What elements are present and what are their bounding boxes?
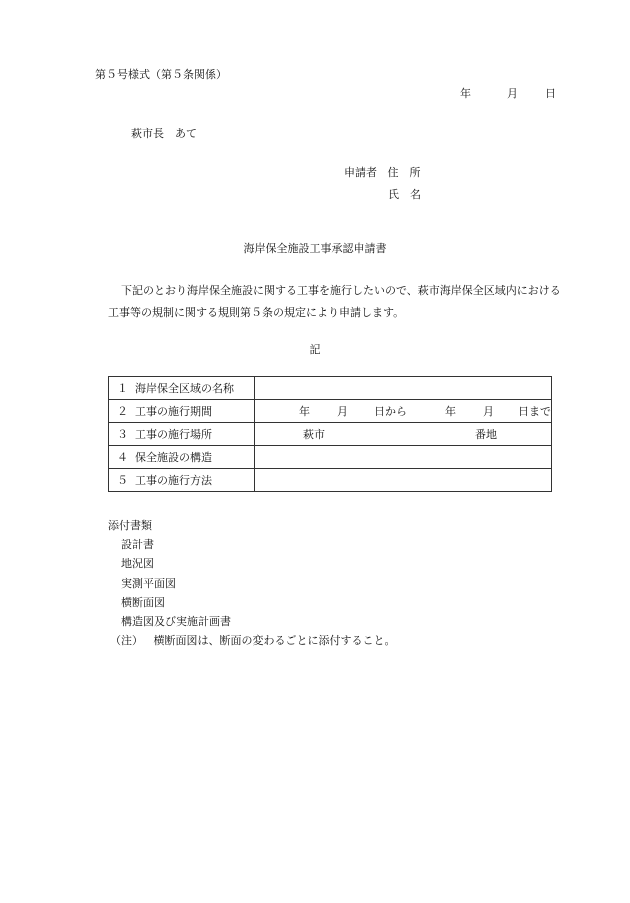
attachments: [108, 516, 396, 650]
table-row: [109, 423, 552, 446]
place-value: 萩市 番地: [255, 423, 552, 446]
row-value: [255, 446, 552, 469]
list-item: 設計書: [121, 538, 154, 552]
row-label: ３ 工事の施行場所: [109, 423, 255, 446]
note-mark: （注）: [110, 634, 143, 648]
ki-heading: 記: [309, 343, 321, 356]
table-row: [109, 377, 552, 400]
row-label: １ 海岸保全区域の名称: [109, 377, 255, 400]
list-item: 横断面図: [121, 595, 165, 609]
table-row: [109, 400, 552, 423]
date-month: 月: [507, 87, 518, 100]
list-item: 実測平面図: [121, 576, 176, 590]
row-label: ２ 工事の施行期間: [109, 400, 255, 423]
applicant-address-line: [344, 164, 421, 180]
row-value: [255, 377, 552, 400]
applicant-label: 申請者: [344, 166, 377, 179]
form-number: 第５号様式（第５条関係）: [95, 68, 227, 81]
attachments-heading: 添付書類: [108, 519, 152, 532]
list-item: 地況図: [121, 557, 154, 571]
date-line: [460, 85, 556, 101]
addressee: 萩市長 あて: [131, 127, 197, 140]
row-value: [255, 469, 552, 492]
list-item: 構造図及び実施計画書: [121, 615, 231, 629]
applicant-name-label: 氏 名: [388, 188, 421, 201]
date-day: 日: [545, 87, 556, 100]
table-row: [109, 469, 552, 492]
body-text: 下記のとおり海岸保全施設に関する工事を施行したいので、萩市海岸保全区域内における工事等の規制に関する規則第５条の規定により申請します。: [108, 284, 561, 319]
period-value: 年 月 日から 年 月 日まで: [255, 400, 552, 423]
row-label: ５ 工事の施行方法: [109, 469, 255, 492]
document-title: 海岸保全施設工事承認申請書: [243, 242, 387, 255]
note-text: 横断面図は、断面の変わるごとに添付すること。: [153, 634, 396, 648]
note: [108, 631, 396, 650]
date-year: 年: [460, 87, 471, 100]
row-label: ４ 保全施設の構造: [109, 446, 255, 469]
table-row: [109, 446, 552, 469]
info-table: [108, 376, 552, 492]
address-label: 住 所: [387, 166, 421, 179]
